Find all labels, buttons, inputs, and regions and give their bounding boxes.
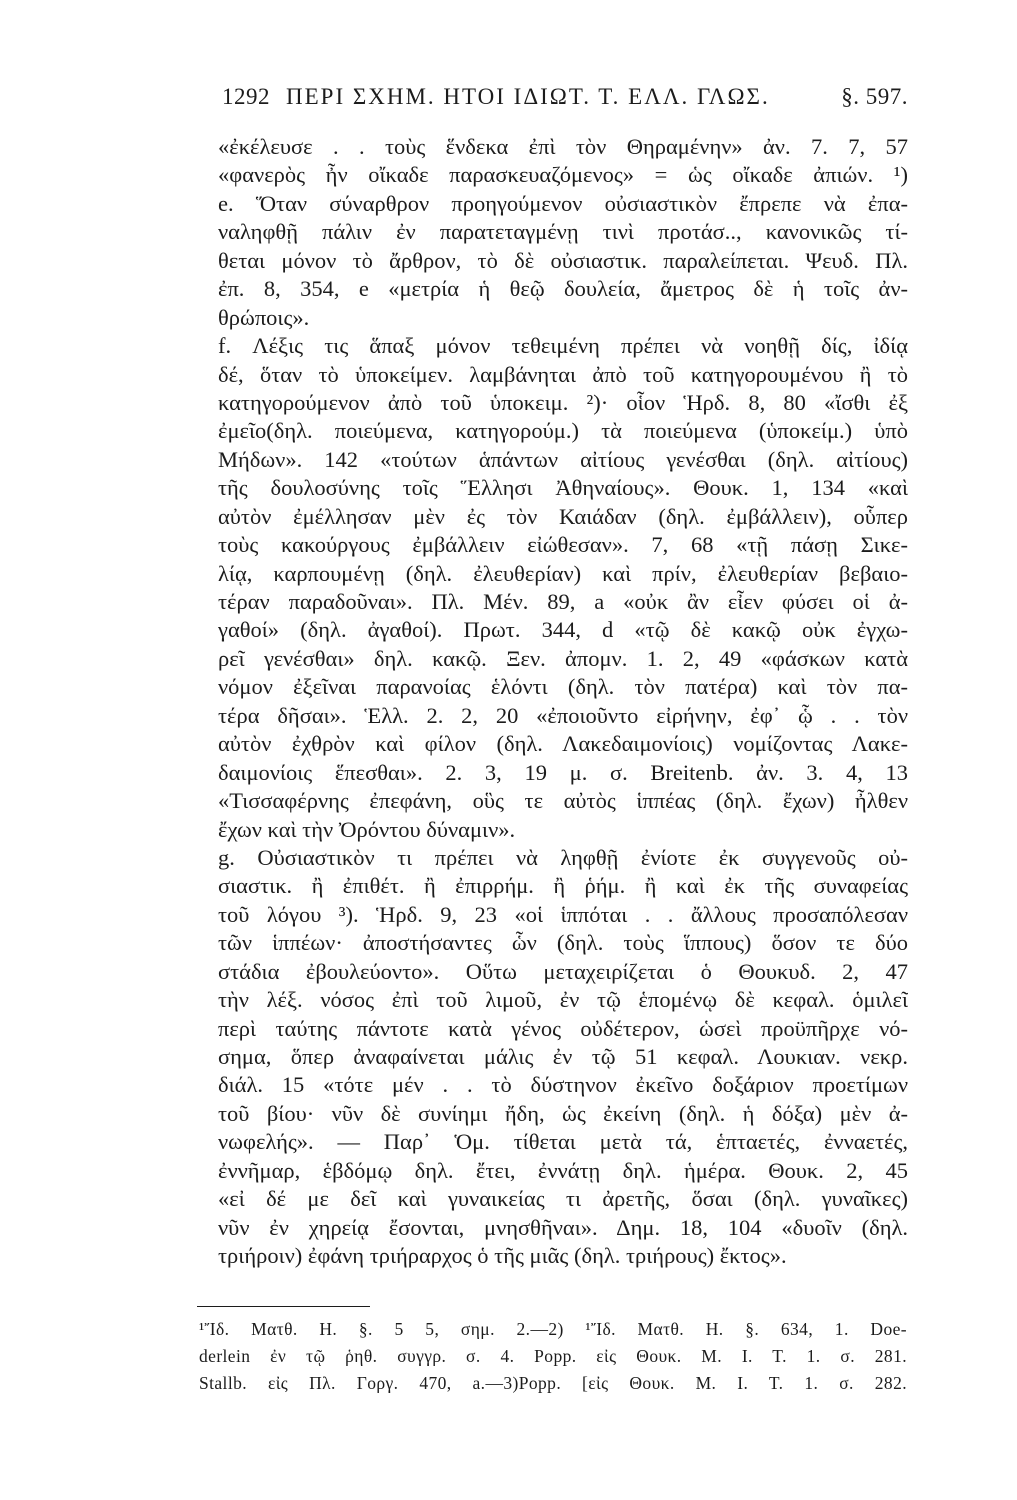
text-line: τοῦ βίου· νῦν δὲ συνίημι ἤδη, ὡς ἐκείνη (δηλ. ἡ δόξα) μὲν ἀ- xyxy=(218,1100,908,1126)
text-line: «ἐκέλευσε . . τοὺς ἕνδεκα ἐπὶ τὸν Θηραμένην» ἀν. 7. 7, 57 xyxy=(218,134,908,159)
text-line: δαιμονίοις ἕπεσθαι». 2. 3, 19 μ. σ. Breitenb. ἀν. 3. 4, 13 xyxy=(218,759,908,785)
text-line: θρώποις». xyxy=(218,304,310,330)
text-line: ναληφθῇ πάλιν ἐν παρατεταγμένῃ τινὶ προτάσ.., κανονικῶς τί- xyxy=(218,219,908,245)
text-line: Μήδων». 142 «τούτων ἁπάντων αἰτίους γενέσθαι (δηλ. αἰτίους) xyxy=(218,446,908,472)
text-line: ἐπ. 8, 354, e «μετρία ἡ θεῷ δουλεία, ἄμετρος δὲ ἡ τοῖς ἀν- xyxy=(218,276,908,302)
text-line: ἐμεῖο(δηλ. ποιεύμενα, κατηγορούμ.) τὰ ποιεύμενα (ὑποκείμ.) ὑπὸ xyxy=(218,418,908,444)
text-line: θεται μόνον τὸ ἄρθρον, τὸ δὲ οὐσιαστικ. παραλείπεται. Ψευδ. Πλ. xyxy=(218,247,908,273)
text-line: τῶν ἱππέων· ἀποστήσαντες ὧν (δηλ. τοὺς ἵππους) ὅσον τε δύο xyxy=(218,930,908,956)
page-number: 1292 xyxy=(222,84,270,109)
running-title: ΠΕΡΙ ΣΧΗΜ. ΗΤΟΙ ΙΔΙΩΤ. Τ. ΕΛΛ. ΓΛΩΣ. xyxy=(286,84,770,109)
text-line: σημα, ὅπερ ἀναφαίνεται μάλις ἐν τῷ 51 κεφαλ. Λουκιαν. νεκρ. xyxy=(218,1044,908,1069)
text-line: σιαστικ. ἢ ἐπιθέτ. ἢ ἐπιρρήμ. ἢ ῥήμ. ἢ καὶ ἐκ τῆς συναφείας xyxy=(218,873,908,899)
text-line: ἔχων καὶ τὴν Ὀρόντου δύναμιν». xyxy=(218,816,516,842)
footnote-separator xyxy=(197,1306,370,1307)
text-line: g. Οὐσιαστικὸν τι πρέπει νὰ ληφθῇ ἐνίοτε ἐκ συγγενοῦς οὐ- xyxy=(218,844,908,870)
body-text xyxy=(218,133,908,1271)
text-line: τριήροιν) ἐφάνη τριήραρχος ὁ τῆς μιᾶς (δηλ. τριήρους) ἔκτος». xyxy=(218,1243,787,1269)
text-line: στάδια ἐβουλεύοντο». Οὕτω μεταχειρίζεται ὁ Θουκυδ. 2, 47 xyxy=(218,958,908,984)
text-line: τοὺς κακούργους ἐμβάλλειν εἰώθεσαν». 7, 68 «τῇ πάσῃ Σικε- xyxy=(218,532,908,558)
text-line: ἐννῆμαρ, ἑβδόμῳ δηλ. ἔτει, ἐννάτῃ δηλ. ἡμέρα. Θουκ. 2, 45 xyxy=(218,1157,908,1183)
text-line: κατηγορούμενον ἀπὸ τοῦ ὑποκειμ. ²)· οἷον Ἡρδ. 8, 80 «ἴσθι ἐξ xyxy=(218,389,908,415)
text-line: τέρα δῆσαι». Ἑλλ. 2. 2, 20 «ἐποιοῦντο εἰρήνην, ἐφ᾽ ᾧ . . τὸν xyxy=(218,702,908,728)
text-line: «Τισσαφέρνης ἐπεφάνη, οὓς τε αὐτὸς ἱππέας (δηλ. ἔχων) ἦλθεν xyxy=(218,788,908,814)
footnote-line: ¹Ἴδ. Ματθ. Η. §. 5 5, σημ. 2.—2) ¹Ἴδ. Ματθ. Η. §. 634, 1. Doe- xyxy=(199,1319,907,1339)
text-line: e. Ὅταν σύναρθρον προηγούμενον οὐσιαστικὸν ἔπρεπε νὰ ἐπα- xyxy=(218,190,908,216)
page-header xyxy=(222,84,908,118)
text-line: αὐτὸν ἐμέλλησαν μὲν ἐς τὸν Καιάδαν (δηλ. ἐμβάλλειν), οὗπερ xyxy=(218,503,908,529)
text-line: λίᾳ, καρπουμένῃ (δηλ. ἐλευθερίαν) καὶ πρίν, ἐλευθερίαν βεβαιο- xyxy=(218,560,908,586)
text-line: δέ, ὅταν τὸ ὑποκείμεν. λαμβάνηται ἀπὸ τοῦ κατηγορουμένου ἢ τὸ xyxy=(218,361,908,387)
text-line: νωφελής». — Παρ᾽ Ὁμ. τίθεται μετὰ τά, ἑπταετές, ἐνναετές, xyxy=(218,1129,908,1155)
text-line: διάλ. 15 «τότε μέν . . τὸ δύστηνον ἐκεῖνο δοξάριον προετίμων xyxy=(218,1072,908,1098)
section-reference: §. 597. xyxy=(841,84,908,109)
text-line: f. Λέξις τις ἅπαξ μόνον τεθειμένη πρέπει νὰ νοηθῇ δίς, ἰδίᾳ xyxy=(218,333,908,359)
footnote-line: Stallb. εἰς Πλ. Γοργ. 470, a.—3)Popp. [εἰς Θουκ. Μ. Ι. Τ. 1. σ. 282. xyxy=(199,1373,907,1393)
text-line: γαθοί» (δηλ. ἀγαθοί). Πρωτ. 344, d «τῷ δὲ κακῷ οὐκ ἐγχω- xyxy=(218,617,908,643)
footnote-line: derlein ἐν τῷ ῥηθ. συγγρ. σ. 4. Popp. εἰς Θουκ. Μ. Ι. Τ. 1. σ. 281. xyxy=(199,1346,907,1366)
text-line: νόμον ἐξεῖναι παρανοίας ἑλόντι (δηλ. τὸν πατέρα) καὶ τὸν πα- xyxy=(218,674,908,700)
footnotes xyxy=(199,1316,907,1397)
text-line: «φανερὸς ἦν οἴκαδε παρασκευαζόμενος» = ὡς οἴκαδε ἀπιών. ¹) xyxy=(218,162,908,188)
text-line: περὶ ταύτης πάντοτε κατὰ γένος οὐδέτερον, ὡσεὶ προϋπῆρχε νό- xyxy=(218,1015,908,1041)
text-line: τὴν λέξ. νόσος ἐπὶ τοῦ λιμοῦ, ἐν τῷ ἑπομένῳ δὲ κεφαλ. ὁμιλεῖ xyxy=(218,987,908,1013)
text-line: αὐτὸν ἐχθρὸν καὶ φίλον (δηλ. Λακεδαιμονίοις) νομίζοντας Λακε- xyxy=(218,731,908,757)
text-line: τῆς δουλοσύνης τοῖς Ἕλλησι Ἀθηναίους». Θουκ. 1, 134 «καὶ xyxy=(218,475,908,501)
text-line: τέραν παραδοῦναι». Πλ. Μέν. 89, a «οὐκ ἂν εἶεν φύσει οἱ ἀ- xyxy=(218,589,908,614)
text-line: ρεῖ γενέσθαι» δηλ. κακῷ. Ξεν. ἀπομν. 1. 2, 49 «φάσκων κατὰ xyxy=(218,645,908,671)
text-line: τοῦ λόγου ³). Ἡρδ. 9, 23 «οἱ ἱππόται . . ἄλλους προσαπόλεσαν xyxy=(218,901,908,927)
text-line: «εἰ δέ με δεῖ καὶ γυναικείας τι ἀρετῆς, ὅσαι (δηλ. γυναῖκες) xyxy=(218,1186,908,1212)
text-line: νῦν ἐν χηρείᾳ ἔσονται, μνησθῆναι». Δημ. 18, 104 «δυοῖν (δηλ. xyxy=(218,1214,908,1240)
